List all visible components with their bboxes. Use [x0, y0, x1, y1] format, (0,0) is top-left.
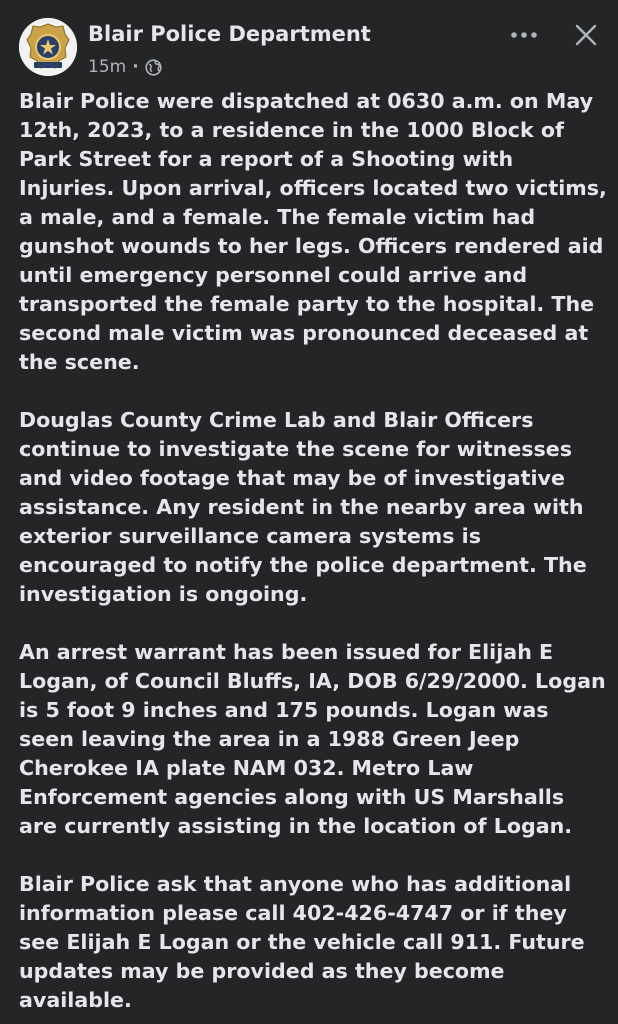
close-icon [575, 24, 597, 46]
post-meta [88, 56, 162, 78]
police-badge-icon [19, 18, 77, 76]
more-options-button[interactable] [504, 20, 544, 50]
post-header [0, 0, 618, 86]
more-horizontal-icon [510, 31, 538, 39]
post-paragraph: Blair Police were dispatched at 0630 a.m. on May 12th, 2023, to a residence in the 1000 Block of Park Street for a report of a Shooting with Injuries. Upon arrival, officers located two victims, a male, and a female. The female victim had gunshot wounds to her legs. Officers rendered aid until emergency personnel could arrive and transported the female party to the hospital. The second male victim was pronounced deceased at the scene. [19, 89, 607, 374]
close-button[interactable] [566, 18, 606, 52]
post-paragraph: An arrest warrant has been issued for Elijah E Logan, of Council Bluffs, IA, DOB 6/29/2000. Logan is 5 foot 9 inches and 175 pounds. Logan was seen leaving the area in a 1988 Green Jeep Cherokee IA plate NAM 032. Metro Law Enforcement agencies along with US Marshalls are currently assisting in the location of Logan. [19, 640, 606, 838]
post-body [19, 87, 609, 1015]
avatar[interactable] [19, 18, 77, 76]
page-name-link[interactable]: Blair Police Department [88, 22, 371, 46]
post-paragraph: Douglas County Crime Lab and Blair Officers continue to investigate the scene for witnesses and video footage that may be of investigative assistance. Any resident in the nearby area with exterior surveillance camera systems is encouraged to notify the police department. The investigation is ongoing. [19, 408, 587, 606]
meta-separator: · [132, 57, 139, 77]
post-timestamp[interactable]: 15m [88, 57, 127, 77]
globe-icon[interactable] [145, 59, 162, 76]
post-paragraph: Blair Police ask that anyone who has additional information please call 402-426-4747 or if they see Elijah E Logan or the vehicle call 911. Future updates may be provided as they become available. [19, 872, 585, 1012]
